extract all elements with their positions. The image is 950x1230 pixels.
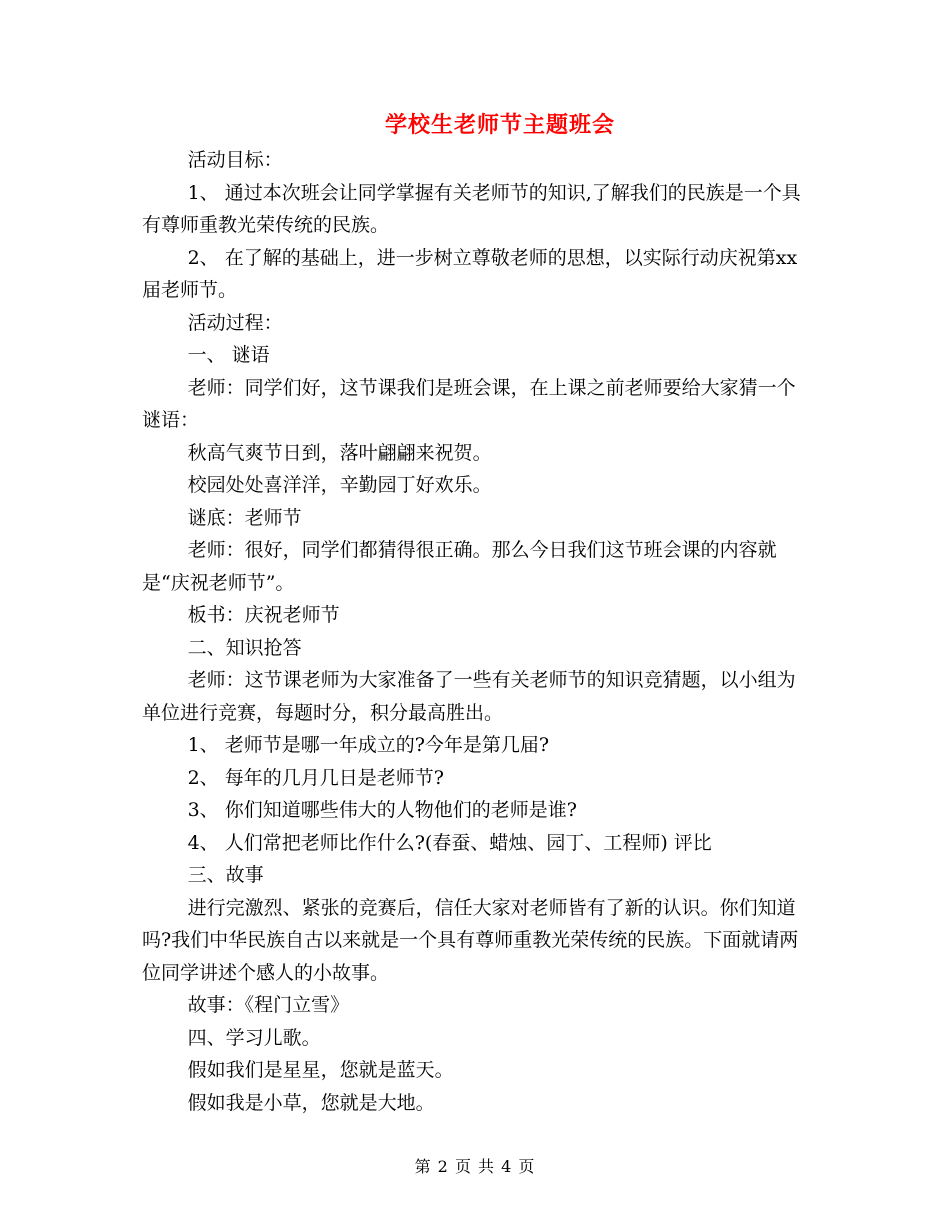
paragraph: 板书：庆祝老师节	[187, 604, 340, 626]
paragraph: 2、 在了解的基础上，进一步树立尊敬老师的思想，以实际行动庆祝第xx届老师节。	[142, 246, 798, 301]
paragraph: 2、 每年的几月几日是老师节?	[187, 766, 444, 789]
paragraph: 四、学习儿歌。	[187, 1026, 321, 1049]
paragraph: 1、 通过本次班会让同学掌握有关老师节的知识,了解我们的民族是一个具有尊师重教光荣传统的民族。	[142, 181, 801, 236]
paragraph: 一、 谜语	[187, 344, 270, 366]
paragraph: 4、 人们常把老师比作什么?(春蚕、蜡烛、园丁、工程师) 评比	[187, 831, 712, 854]
paragraph: 老师：同学们好，这节课我们是班会课，在上课之前老师要给大家猜一个谜语：	[142, 376, 796, 431]
paragraph: 1、 老师节是哪一年成立的?今年是第几届?	[187, 734, 550, 756]
paragraph: 二、知识抢答	[187, 636, 302, 659]
page-footer: 第 2 页 共 4 页	[414, 1157, 536, 1176]
paragraph: 秋高气爽节日到，落叶翩翩来祝贺。	[187, 441, 492, 464]
paragraph: 故事：《程门立雪》	[187, 994, 350, 1016]
paragraph: 校园处处喜洋洋，辛勤园丁好欢乐。	[187, 474, 492, 496]
paragraph: 老师：很好，同学们都猜得很正确。那么今日我们这节班会课的内容就是“庆祝老师节”。	[142, 539, 777, 594]
paragraph: 老师：这节课老师为大家准备了一些有关老师节的知识竞猜题，以小组为单位进行竞赛，每题时分，积分最高胜出。	[142, 669, 796, 724]
document-body	[142, 144, 810, 1119]
paragraph: 谜底：老师节	[187, 506, 302, 529]
paragraph: 三、故事	[187, 864, 264, 886]
paragraph: 进行完激烈、紧张的竞赛后，信任大家对老师皆有了新的认识。你们知道吗?我们中华民族自古以来就是一个具有尊师重教光荣传统的民族。下面就请两位同学讲述个感人的小故事。	[142, 896, 799, 984]
paragraph: 活动过程：	[187, 311, 283, 334]
page-title: 学校生老师节主题班会	[384, 112, 615, 138]
paragraph: 假如我们是星星，您就是蓝天。	[187, 1059, 454, 1081]
paragraph: 3、 你们知道哪些伟大的人物他们的老师是谁?	[187, 799, 577, 821]
paragraph: 活动目标：	[187, 149, 283, 171]
paragraph: 假如我是小草，您就是大地。	[187, 1091, 435, 1114]
